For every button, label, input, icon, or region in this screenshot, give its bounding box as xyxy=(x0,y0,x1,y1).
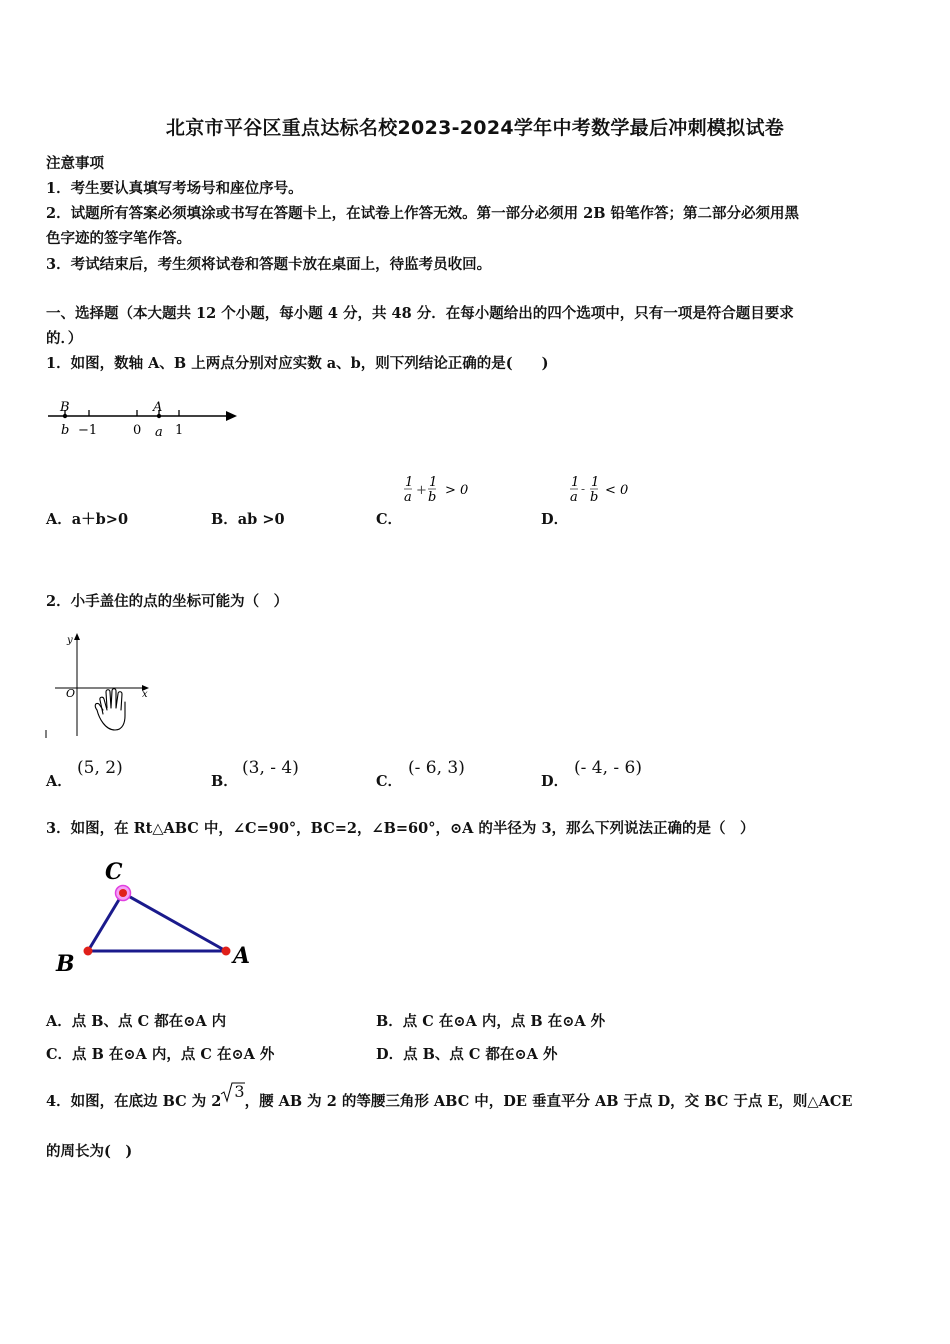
notice-item-1: 1．考生要认真填写考场号和座位序号。 xyxy=(46,180,303,197)
q3-option-D[interactable]: D．点 B、点 C 都在⊙A 外 xyxy=(376,1046,558,1063)
section-heading-line-2: 的．） xyxy=(46,330,83,347)
page-title: 北京市平谷区重点达标名校2023-2024学年中考数学最后冲刺模拟试卷 xyxy=(165,117,785,139)
svg-text:> 0: > 0 xyxy=(445,483,469,498)
q1-option-D[interactable]: D． xyxy=(541,511,569,528)
neg-one-label: −1 xyxy=(78,423,98,438)
q3-option-A[interactable]: A．点 B、点 C 都在⊙A 内 xyxy=(46,1013,227,1030)
q2-option-C[interactable]: C． xyxy=(376,773,403,790)
svg-text:< 0: < 0 xyxy=(605,483,629,498)
sqrt-three: 3 xyxy=(221,1082,242,1101)
question-4-stem-line-2: 的周长为( ) xyxy=(46,1143,133,1160)
number-line-figure xyxy=(45,396,245,444)
q1-option-A[interactable]: A．a＋b>0 xyxy=(46,511,129,528)
svg-text:-: - xyxy=(581,482,586,496)
question-4-stem: 4．如图，在底边 BC 为 2 3，腰 AB 为 2 的等腰三角形 ABC 中，DE 垂直平分 AB 于点 D，交 BC 于点 E，则△ACE xyxy=(46,1082,853,1110)
q2-option-A[interactable]: A． xyxy=(46,773,72,790)
svg-text:1: 1 xyxy=(429,475,438,490)
triangle-figure xyxy=(50,855,265,980)
svg-text:+: + xyxy=(416,483,427,498)
q2-option-D[interactable]: D． xyxy=(541,773,569,790)
svg-text:b: b xyxy=(590,490,599,505)
question-1-stem: 1．如图，数轴 A、B 上两点分别对应实数 a、b，则下列结论正确的是( ) xyxy=(46,355,549,372)
point-A-label: A xyxy=(153,400,163,415)
point-B-label: B xyxy=(60,400,70,415)
q1-option-C[interactable]: C． xyxy=(376,511,403,528)
origin-label: O xyxy=(66,687,76,700)
svg-text:1: 1 xyxy=(571,475,580,490)
q3-option-B[interactable]: B．点 C 在⊙A 内，点 B 在⊙A 外 xyxy=(376,1013,606,1030)
svg-text:a: a xyxy=(570,490,578,505)
vertex-B-label: B xyxy=(56,951,75,977)
notice-item-2-line-1: 2．试题所有答案必须填涂或书写在答题卡上，在试卷上作答无效。第一部分必须用 2B 铅笔作答；第二部分必须用黑 xyxy=(46,205,800,222)
svg-text:b: b xyxy=(428,490,437,505)
question-2-stem: 2．小手盖住的点的坐标可能为（ ） xyxy=(46,593,289,610)
vertex-A-label: A xyxy=(233,943,251,969)
vertex-C-label: C xyxy=(105,859,123,885)
one-label: 1 xyxy=(175,423,184,438)
section-heading-line-1: 一、选择题（本大题共 12 个小题，每小题 4 分，共 48 分．在每小题给出的四个选项中，只有一项是符合题目要求 xyxy=(46,305,794,322)
svg-text:1: 1 xyxy=(591,475,600,490)
notice-item-2-line-2: 色字迹的签字笔作答。 xyxy=(46,230,191,247)
q1-option-D-expression xyxy=(568,476,648,506)
q1-option-B[interactable]: B．ab >0 xyxy=(211,511,285,528)
question-3-stem: 3．如图，在 Rt△ABC 中，∠C=90°，BC=2，∠B=60°，⊙A 的半径为 3，那么下列说法正确的是（ ） xyxy=(46,820,755,837)
svg-text:a: a xyxy=(404,490,412,505)
coordinate-hand-figure xyxy=(45,630,155,740)
hand-icon xyxy=(95,689,125,730)
q3-option-C[interactable]: C．点 B 在⊙A 内，点 C 在⊙A 外 xyxy=(46,1046,275,1063)
q2-option-A-value: (5, 2) xyxy=(77,758,123,778)
y-axis-label: y xyxy=(67,635,73,646)
q1-option-C-expression xyxy=(402,476,482,506)
q2-option-D-value: (- 4, - 6) xyxy=(574,758,642,778)
svg-text:1: 1 xyxy=(405,475,414,490)
q2-option-B-value: (3, - 4) xyxy=(242,758,299,778)
x-axis-label: x xyxy=(142,689,148,700)
q2-option-C-value: (- 6, 3) xyxy=(408,758,465,778)
notice-item-3: 3．考试结束后，考生须将试卷和答题卡放在桌面上，待监考员收回。 xyxy=(46,256,492,273)
b-label: b xyxy=(61,423,70,438)
notice-heading: 注意事项 xyxy=(46,155,104,172)
q2-option-B[interactable]: B． xyxy=(211,773,238,790)
zero-label: 0 xyxy=(133,423,142,438)
a-label: a xyxy=(155,425,163,440)
